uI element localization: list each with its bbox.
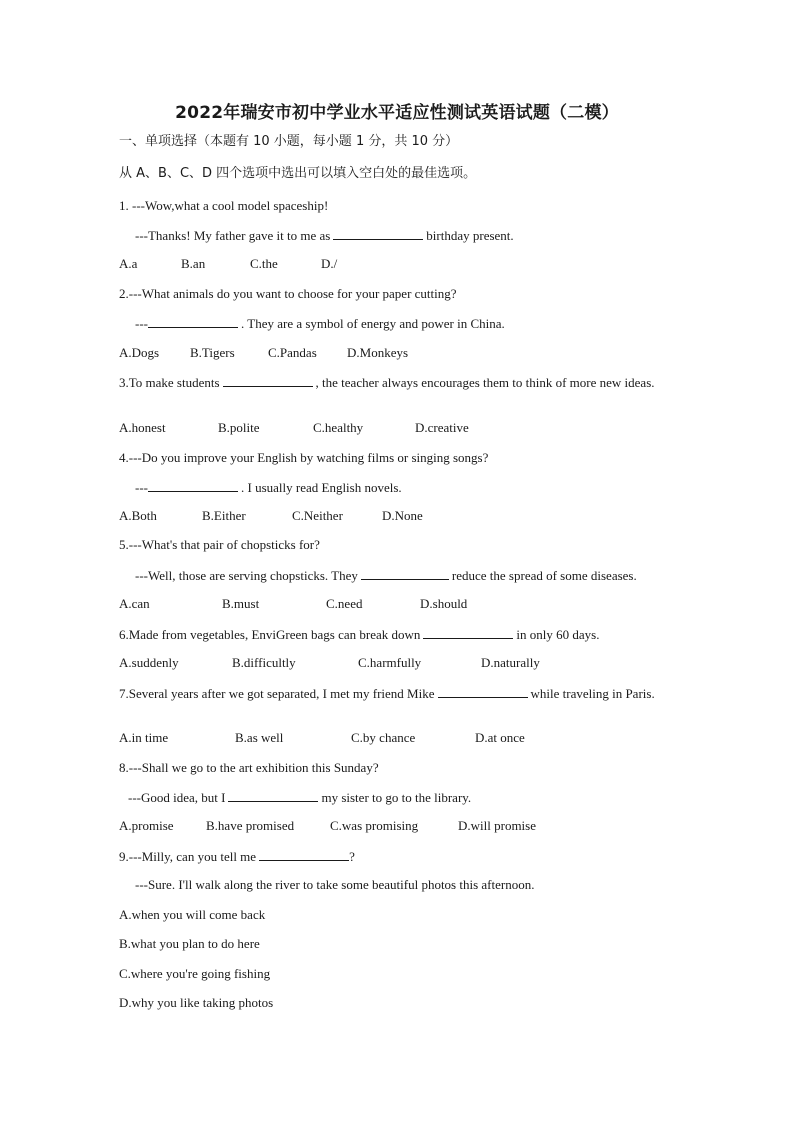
- answer-blank[interactable]: [423, 626, 513, 639]
- question-5-reply: [135, 567, 637, 584]
- question-5-reply-tail: reduce the spread of some diseases.: [451, 568, 637, 583]
- question-5-prompt: 5.---What's that pair of chopsticks for?: [119, 537, 320, 552]
- question-8-prompt: 8.---Shall we go to the art exhibition this Sunday?: [119, 760, 379, 775]
- question-8-reply-tail: my sister to go to the library.: [321, 790, 472, 805]
- question-2-reply: [135, 315, 505, 332]
- question-9-option-c[interactable]: C.where you're going fishing: [119, 966, 271, 981]
- question-3-option-b[interactable]: B.polite: [218, 420, 260, 435]
- question-1-option-d[interactable]: D./: [321, 256, 338, 271]
- question-6-text: 6.Made from vegetables, EnviGreen bags can break down: [119, 627, 421, 642]
- question-2-option-a[interactable]: A.Dogs: [119, 345, 160, 360]
- question-8-reply-text: ---Good idea, but I: [128, 790, 226, 805]
- question-3-prompt: [119, 374, 674, 391]
- question-1-option-c[interactable]: C.the: [250, 256, 278, 271]
- question-2-prompt: 2.---What animals do you want to choose for your paper cutting?: [119, 286, 457, 301]
- question-8-option-c[interactable]: C.was promising: [330, 818, 419, 833]
- answer-blank[interactable]: [228, 789, 318, 802]
- section-instruction: 从 A、B、C、D 四个选项中选出可以填入空白处的最佳选项。: [119, 166, 477, 181]
- question-7-option-a[interactable]: A.in time: [119, 730, 169, 745]
- question-6-option-b[interactable]: B.difficultly: [232, 655, 296, 670]
- question-4-reply: [135, 479, 402, 496]
- question-6-prompt: [119, 626, 599, 643]
- question-1-option-a[interactable]: A.a: [119, 256, 138, 271]
- question-8-option-a[interactable]: A.promise: [119, 818, 174, 833]
- question-4-option-d[interactable]: D.None: [382, 508, 423, 523]
- question-9-option-d[interactable]: D.why you like taking photos: [119, 995, 274, 1010]
- question-2-option-c[interactable]: C.Pandas: [268, 345, 317, 360]
- question-9-option-a[interactable]: A.when you will come back: [119, 907, 266, 922]
- answer-blank[interactable]: [148, 315, 238, 328]
- question-9-reply: ---Sure. I'll walk along the river to take some beautiful photos this afternoon.: [135, 877, 535, 892]
- question-6-option-c[interactable]: C.harmfully: [358, 655, 422, 670]
- section-heading: 一、单项选择（本题有 10 小题，每小题 1 分，共 10 分）: [119, 134, 459, 149]
- question-7-option-b[interactable]: B.as well: [235, 730, 284, 745]
- question-1-reply: [135, 227, 514, 244]
- answer-blank[interactable]: [223, 374, 313, 387]
- question-2-reply-text: ---: [135, 316, 148, 331]
- answer-blank[interactable]: [259, 848, 349, 861]
- question-4-option-c[interactable]: C.Neither: [292, 508, 343, 523]
- question-6-tail: in only 60 days.: [516, 627, 600, 642]
- question-7-tail: while traveling in Paris.: [530, 686, 655, 701]
- question-1-reply-text: ---Thanks! My father gave it to me as: [135, 228, 331, 243]
- question-5-option-d[interactable]: D.should: [420, 596, 468, 611]
- question-2-option-d[interactable]: D.Monkeys: [347, 345, 409, 360]
- answer-blank[interactable]: [148, 479, 238, 492]
- question-7-prompt: [119, 685, 674, 702]
- question-8-option-b[interactable]: B.have promised: [206, 818, 295, 833]
- question-4-option-b[interactable]: B.Either: [202, 508, 246, 523]
- question-4-prompt: 4.---Do you improve your English by watching films or singing songs?: [119, 450, 489, 465]
- answer-blank[interactable]: [333, 227, 423, 240]
- answer-blank[interactable]: [361, 567, 449, 580]
- question-6-option-d[interactable]: D.naturally: [481, 655, 540, 670]
- question-6-option-a[interactable]: A.suddenly: [119, 655, 179, 670]
- question-1-option-b[interactable]: B.an: [181, 256, 206, 271]
- question-3-option-d[interactable]: D.creative: [415, 420, 469, 435]
- question-5-reply-text: ---Well, those are serving chopsticks. They: [135, 568, 358, 583]
- question-8-option-d[interactable]: D.will promise: [458, 818, 536, 833]
- question-2-option-b[interactable]: B.Tigers: [190, 345, 235, 360]
- question-1-reply-tail: birthday present.: [426, 228, 514, 243]
- question-2-reply-tail: . They are a symbol of energy and power in China.: [241, 316, 505, 331]
- question-9-tail: ?: [349, 849, 355, 864]
- question-7-option-d[interactable]: D.at once: [475, 730, 525, 745]
- question-4-reply-tail: . I usually read English novels.: [241, 480, 402, 495]
- question-3-option-c[interactable]: C.healthy: [313, 420, 364, 435]
- question-8-reply: [128, 789, 471, 806]
- question-4-option-a[interactable]: A.Both: [119, 508, 157, 523]
- question-5-option-a[interactable]: A.can: [119, 596, 150, 611]
- question-5-option-c[interactable]: C.need: [326, 596, 363, 611]
- question-3-text: 3.To make students: [119, 375, 220, 390]
- exam-title: 2022年瑞安市初中学业水平适应性测试英语试题（二模）: [175, 103, 619, 123]
- question-9-prompt: [119, 848, 355, 865]
- question-1-prompt: 1. ---Wow,what a cool model spaceship!: [119, 198, 329, 213]
- question-7-text: 7.Several years after we got separated, I met my friend Mike: [119, 686, 435, 701]
- question-5-option-b[interactable]: B.must: [222, 596, 260, 611]
- question-9-option-b[interactable]: B.what you plan to do here: [119, 936, 260, 951]
- question-7-option-c[interactable]: C.by chance: [351, 730, 416, 745]
- question-3-option-a[interactable]: A.honest: [119, 420, 166, 435]
- question-4-reply-text: ---: [135, 480, 148, 495]
- question-3-tail: , the teacher always encourages them to think of more new ideas.: [315, 375, 655, 390]
- answer-blank[interactable]: [438, 685, 528, 698]
- question-9-text: 9.---Milly, can you tell me: [119, 849, 257, 864]
